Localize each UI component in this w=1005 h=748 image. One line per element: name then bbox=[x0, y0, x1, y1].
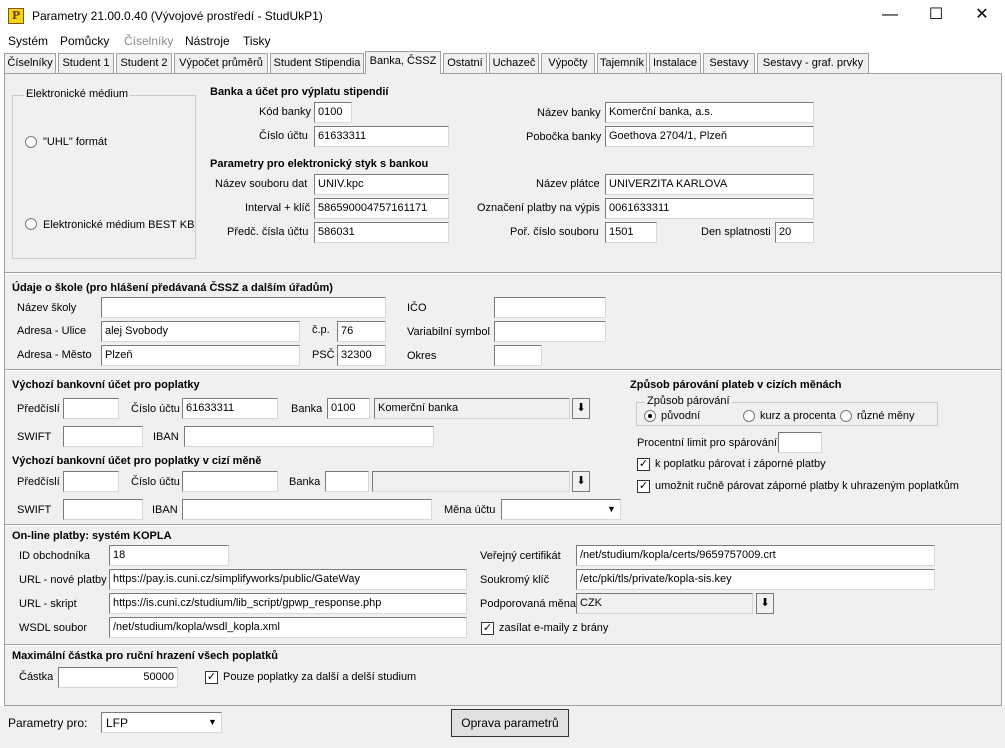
zaporne-checkbox[interactable]: ✓ bbox=[638, 458, 649, 470]
uhl-label: "UHL" formát bbox=[43, 136, 108, 148]
kod-banky-input[interactable]: 0100 bbox=[314, 102, 352, 123]
pobocka-label: Pobočka banky bbox=[526, 131, 602, 143]
best-kb-radio[interactable] bbox=[25, 218, 37, 230]
mena-dropdown-button[interactable] bbox=[756, 593, 774, 614]
oprava-parametru-button[interactable]: Oprava parametrů bbox=[451, 709, 569, 737]
best-kb-label: Elektronické médium BEST KB bbox=[43, 219, 195, 231]
fee-banka-label: Banka bbox=[291, 403, 323, 415]
nazev-souboru-label: Název souboru dat bbox=[215, 178, 308, 190]
fee-predcisli-label: Předčíslí bbox=[17, 403, 60, 415]
fee-swift-input[interactable] bbox=[63, 426, 143, 447]
cert-input[interactable]: /net/studium/kopla/certs/9659757009.crt bbox=[576, 545, 935, 566]
fee-iban-input[interactable] bbox=[184, 426, 434, 447]
por-cislo-label: Poř. číslo souboru bbox=[510, 226, 599, 238]
kurz-radio[interactable] bbox=[743, 410, 755, 422]
email-checkbox[interactable]: ✓ bbox=[482, 622, 493, 634]
nazev-platce-input[interactable]: UNIVERZITA KARLOVA bbox=[605, 174, 814, 195]
pairing-header: Způsob párování plateb v cizích měnách bbox=[630, 379, 842, 391]
id-obchodnika-label: ID obchodníka bbox=[19, 550, 90, 562]
zaporne-label: k poplatku párovat i záporné platby bbox=[655, 458, 826, 470]
ff-banka-code-input[interactable] bbox=[325, 471, 369, 492]
menu-ciselniky[interactable]: Číselníky bbox=[124, 34, 174, 48]
ulice-label: Adresa - Ulice bbox=[17, 325, 87, 337]
rucne-checkbox[interactable]: ✓ bbox=[638, 480, 649, 492]
url-platby-label: URL - nové platby bbox=[19, 574, 107, 586]
interval-label: Interval + klíč bbox=[245, 202, 311, 214]
menu-tisky[interactable]: Tisky bbox=[243, 34, 271, 48]
limit-input[interactable] bbox=[778, 432, 822, 453]
tab-instalace[interactable]: Instalace bbox=[649, 53, 701, 73]
separator bbox=[5, 272, 1001, 274]
ff-banka-name-input[interactable] bbox=[372, 471, 570, 492]
kurz-label: kurz a procenta bbox=[760, 410, 836, 422]
separator bbox=[5, 644, 1001, 646]
ff-banka-dropdown-button[interactable] bbox=[572, 471, 590, 492]
tab-bar bbox=[0, 52, 1005, 74]
ff-swift-label: SWIFT bbox=[17, 504, 52, 516]
vs-label: Variabilní symbol bbox=[407, 326, 490, 338]
nazev-platce-label: Název plátce bbox=[536, 178, 600, 190]
ff-swift-input[interactable] bbox=[63, 499, 143, 520]
title-bar bbox=[0, 0, 1005, 32]
ff-iban-label: IBAN bbox=[152, 504, 178, 516]
tab-sestavy-graf[interactable]: Sestavy - graf. prvky bbox=[757, 53, 869, 73]
url-skript-label: URL - skript bbox=[19, 598, 77, 610]
email-label: zasílat e-maily z brány bbox=[499, 622, 609, 634]
nazev-souboru-input[interactable]: UNIV.kpc bbox=[314, 174, 449, 195]
param-pro-select[interactable] bbox=[101, 712, 222, 733]
cislo-uctu-label: Číslo účtu bbox=[259, 130, 308, 142]
psc-label: PSČ bbox=[312, 349, 335, 361]
fee-ucet-input[interactable]: 61633311 bbox=[182, 398, 278, 419]
ff-mena-label: Měna účtu bbox=[444, 504, 496, 516]
maximize-button[interactable]: ☐ bbox=[928, 6, 944, 23]
okres-label: Okres bbox=[407, 350, 437, 362]
tab-tajemnik[interactable]: Tajemník bbox=[597, 53, 647, 73]
school-header: Údaje o škole (pro hlášení předávaná ČSSZ a dalším úřadům) bbox=[12, 282, 333, 294]
kopla-header: On-line platby: systém KOPLA bbox=[12, 530, 172, 542]
menu-nastroje[interactable]: Nástroje bbox=[185, 34, 230, 48]
limit-label: Procentní limit pro spárování bbox=[637, 437, 778, 449]
pouze-checkbox[interactable]: ✓ bbox=[206, 671, 217, 683]
ff-predcisli-input[interactable] bbox=[63, 471, 119, 492]
window-title: Parametry 21.00.0.40 (Vývojové prostředí - StudUkP1) bbox=[32, 9, 323, 23]
wsdl-label: WSDL soubor bbox=[19, 622, 88, 634]
fee-foreign-header: Výchozí bankovní účet pro poplatky v cizí měně bbox=[12, 455, 262, 467]
tab-ciselniky[interactable]: Číselníky bbox=[4, 53, 56, 73]
main-panel bbox=[4, 73, 1002, 706]
down-arrow-icon: ⬇ bbox=[576, 402, 586, 414]
url-platby-input[interactable]: https://pay.is.cuni.cz/simplifyworks/public/GateWay bbox=[109, 569, 467, 590]
tab-vypocet-prumeru[interactable]: Výpočet průměrů bbox=[174, 53, 268, 73]
den-splatnosti-input[interactable]: 20 bbox=[775, 222, 814, 243]
tab-student-2[interactable]: Student 2 bbox=[116, 53, 172, 73]
nazev-skoly-label: Název školy bbox=[17, 302, 77, 314]
bank-header: Banka a účet pro výplatu stipendií bbox=[210, 86, 389, 98]
ruzne-meny-label: různé měny bbox=[857, 410, 915, 422]
fee-banka-dropdown-button[interactable] bbox=[572, 398, 590, 419]
pobocka-input[interactable]: Goethova 2704/1, Plzeň bbox=[605, 126, 814, 147]
cp-label: č.p. bbox=[312, 324, 330, 336]
chevron-down-icon: ▼ bbox=[603, 500, 620, 519]
castka-input[interactable]: 50000 bbox=[58, 667, 178, 688]
ulice-input[interactable]: alej Svobody bbox=[101, 321, 300, 342]
mesto-label: Adresa - Město bbox=[17, 349, 92, 361]
mesto-input[interactable]: Plzeň bbox=[101, 345, 300, 366]
castka-label: Částka bbox=[19, 671, 54, 683]
url-skript-input[interactable]: https://is.cuni.cz/studium/lib_script/gpwp_response.php bbox=[109, 593, 467, 614]
medium-group-title: Elektronické médium bbox=[26, 88, 129, 100]
tab-vypocty[interactable]: Výpočty bbox=[541, 53, 595, 73]
key-input[interactable]: /etc/pki/tls/private/kopla-sis.key bbox=[576, 569, 935, 590]
por-cislo-input[interactable]: 1501 bbox=[605, 222, 657, 243]
rucne-label: umožnit ručně párovat záporné platby k uhrazeným poplatkům bbox=[655, 480, 959, 492]
mena-input[interactable]: CZK bbox=[576, 593, 753, 614]
key-label: Soukromý klíč bbox=[480, 574, 550, 586]
medium-group bbox=[12, 95, 196, 259]
tab-student-stipendia[interactable]: Student Stipendia bbox=[270, 53, 364, 73]
puvodni-label: původní bbox=[661, 410, 701, 422]
id-obchodnika-input[interactable]: 18 bbox=[109, 545, 229, 566]
tab-uchazec[interactable]: Uchazeč bbox=[489, 53, 539, 73]
wsdl-input[interactable]: /net/studium/kopla/wsdl_kopla.xml bbox=[109, 617, 467, 638]
ff-predcisli-label: Předčíslí bbox=[17, 476, 60, 488]
puvodni-radio[interactable] bbox=[644, 410, 656, 422]
fee-predcisli-input[interactable] bbox=[63, 398, 119, 419]
tab-sestavy[interactable]: Sestavy bbox=[703, 53, 755, 73]
close-button[interactable]: ✕ bbox=[975, 6, 989, 23]
cp-input[interactable]: 76 bbox=[337, 321, 386, 342]
okres-input[interactable] bbox=[494, 345, 542, 366]
ico-label: IČO bbox=[407, 302, 427, 314]
separator bbox=[5, 369, 1001, 371]
ff-ucet-input[interactable] bbox=[182, 471, 278, 492]
predc-input[interactable]: 586031 bbox=[314, 222, 449, 243]
den-splatnosti-label: Den splatnosti bbox=[701, 226, 771, 238]
footer bbox=[0, 706, 1005, 748]
ff-mena-select[interactable] bbox=[501, 499, 621, 520]
param-pro-value: LFP bbox=[106, 716, 129, 730]
app-icon: P bbox=[8, 8, 24, 24]
tab-student-1[interactable]: Student 1 bbox=[58, 53, 114, 73]
pouze-label: Pouze poplatky za další a delší studium bbox=[223, 671, 417, 683]
fee-ucet-label: Číslo účtu bbox=[131, 403, 180, 415]
down-arrow-icon: ⬇ bbox=[760, 597, 770, 609]
mena-label: Podporovaná měna bbox=[480, 598, 577, 610]
fee-header: Výchozí bankovní účet pro poplatky bbox=[12, 379, 200, 391]
fee-swift-label: SWIFT bbox=[17, 431, 52, 443]
uhl-radio[interactable] bbox=[25, 136, 37, 148]
elec-header: Parametry pro elektronický styk s bankou bbox=[210, 158, 429, 170]
tab-ostatni[interactable]: Ostatní bbox=[443, 53, 487, 73]
interval-input[interactable]: 586590004757161171 bbox=[314, 198, 449, 219]
oznaceni-label: Označení platby na výpis bbox=[477, 202, 600, 214]
kod-banky-label: Kód banky bbox=[259, 106, 311, 118]
menu-pomucky[interactable]: Pomůcky bbox=[60, 34, 110, 48]
ico-input[interactable] bbox=[494, 297, 606, 318]
fee-banka-name-input[interactable]: Komerční banka bbox=[374, 398, 570, 419]
down-arrow-icon: ⬇ bbox=[576, 475, 586, 487]
psc-input[interactable]: 32300 bbox=[337, 345, 386, 366]
oznaceni-input[interactable]: 0061633311 bbox=[605, 198, 814, 219]
minimize-button[interactable]: — bbox=[882, 6, 898, 23]
param-pro-label: Parametry pro: bbox=[8, 716, 88, 730]
nazev-banky-label: Název banky bbox=[537, 107, 601, 119]
ff-ucet-label: Číslo účtu bbox=[131, 476, 180, 488]
separator bbox=[5, 524, 1001, 526]
tab-banka-cssz[interactable]: Banka, ČSSZ bbox=[365, 51, 441, 74]
ff-iban-input[interactable] bbox=[182, 499, 432, 520]
nazev-skoly-input[interactable] bbox=[101, 297, 386, 318]
nazev-banky-input[interactable]: Komerční banka, a.s. bbox=[605, 102, 814, 123]
vs-input[interactable] bbox=[494, 321, 606, 342]
ruzne-meny-radio[interactable] bbox=[840, 410, 852, 422]
fee-banka-code-input[interactable]: 0100 bbox=[327, 398, 370, 419]
predc-label: Předč. čísla účtu bbox=[227, 226, 309, 238]
cert-label: Veřejný certifikát bbox=[480, 550, 561, 562]
cislo-uctu-input[interactable]: 61633311 bbox=[314, 126, 449, 147]
pairing-group-title: Způsob párování bbox=[647, 395, 730, 407]
menu-system[interactable]: Systém bbox=[8, 34, 49, 48]
max-header: Maximální částka pro ruční hrazení všech poplatků bbox=[12, 650, 278, 662]
ff-banka-label: Banka bbox=[289, 476, 321, 488]
fee-iban-label: IBAN bbox=[153, 431, 179, 443]
menu-bar bbox=[0, 32, 1005, 52]
chevron-down-icon: ▼ bbox=[204, 713, 221, 732]
